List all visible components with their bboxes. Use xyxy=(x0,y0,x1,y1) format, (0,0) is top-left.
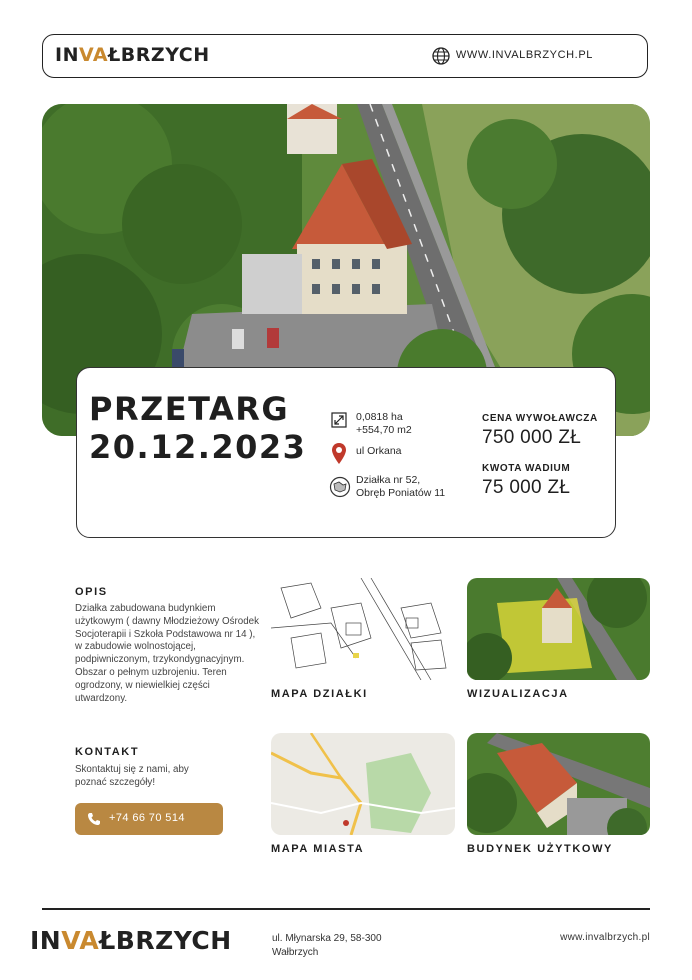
footer-address xyxy=(272,932,382,960)
parcel-line-2: Obręb Poniatów 11 xyxy=(356,487,446,499)
starting-price-value: 750 000 ZŁ xyxy=(482,427,582,448)
phone-button[interactable] xyxy=(75,803,223,835)
footer-address-line-1: ul. Młynarska 29, 58-300 xyxy=(272,933,382,944)
footer-website-link[interactable]: www.invalbrzych.pl xyxy=(560,932,650,943)
logo-text-right: ŁBRZYCH xyxy=(108,44,210,66)
auction-date: 20.12.2023 xyxy=(89,428,307,466)
area-line-1: 0,0818 ha xyxy=(356,411,403,423)
parcel-map-thumbnail[interactable] xyxy=(271,578,455,680)
footer-address-line-2: Wałbrzych xyxy=(272,947,319,958)
gallery-label-building: BUDYNEK UŻYTKOWY xyxy=(467,843,613,855)
area-info xyxy=(356,411,412,437)
header-bar xyxy=(42,34,648,78)
contact-title: KONTAKT xyxy=(75,746,140,758)
deposit-value: 75 000 ZŁ xyxy=(482,477,571,498)
deposit-label: KWOTA WADIUM xyxy=(482,463,571,474)
footer-divider xyxy=(42,908,650,910)
contact-text: Skontaktuj się z nami, aby poznać szczegóły! xyxy=(75,764,189,788)
gallery-label-visualization: WIZUALIZACJA xyxy=(467,688,569,700)
parcel-info xyxy=(356,474,445,500)
logo-text-accent: VA xyxy=(78,44,109,66)
auction-title: PRZETARG xyxy=(89,390,290,428)
description-text: Działka zabudowana budynkiem użytkowym ( dawny Młodzieżowy Ośrodek Socjoterapii i Szkoła Podstawowa nr 14 ), w zabudowie wolnostojącej, podpiwniczonym, trzykondygnacyjnym. Obszar o pełnym uzbrojeniu. Teren ogrodzony, w niewielkiej części utwardzony. xyxy=(75,603,260,704)
city-map-icon xyxy=(271,733,455,835)
resize-arrows-icon xyxy=(331,412,347,428)
location-pin-icon xyxy=(331,442,347,466)
footer-logo-accent: VA xyxy=(61,926,100,955)
parcel-map-icon xyxy=(271,578,455,680)
brand-logo[interactable] xyxy=(55,44,210,66)
gallery-label-city-map: MAPA MIASTA xyxy=(271,843,365,855)
auction-info-card xyxy=(76,367,616,538)
description-title: OPIS xyxy=(75,586,108,598)
city-map-thumbnail[interactable] xyxy=(271,733,455,835)
visualization-icon xyxy=(467,578,650,680)
visualization-thumbnail[interactable] xyxy=(467,578,650,680)
header-website-link[interactable]: WWW.INVALBRZYCH.PL xyxy=(455,49,593,61)
parcel-map-icon xyxy=(329,476,351,498)
phone-icon xyxy=(87,812,101,826)
building-thumbnail[interactable] xyxy=(467,733,650,835)
globe-icon xyxy=(431,46,451,66)
logo-text-left: IN xyxy=(55,44,79,66)
area-line-2: +554,70 m2 xyxy=(356,424,412,436)
phone-number: +74 66 70 514 xyxy=(109,812,185,824)
footer-logo-right: ŁBRZYCH xyxy=(99,926,232,955)
footer-logo-left: IN xyxy=(30,926,62,955)
building-photo-icon xyxy=(467,733,650,835)
parcel-line-1: Działka nr 52, xyxy=(356,474,421,486)
gallery-label-parcel-map: MAPA DZIAŁKI xyxy=(271,688,368,700)
street-address: ul Orkana xyxy=(356,445,402,457)
starting-price-label: CENA WYWOŁAWCZA xyxy=(482,413,598,424)
footer-logo[interactable] xyxy=(30,926,232,955)
